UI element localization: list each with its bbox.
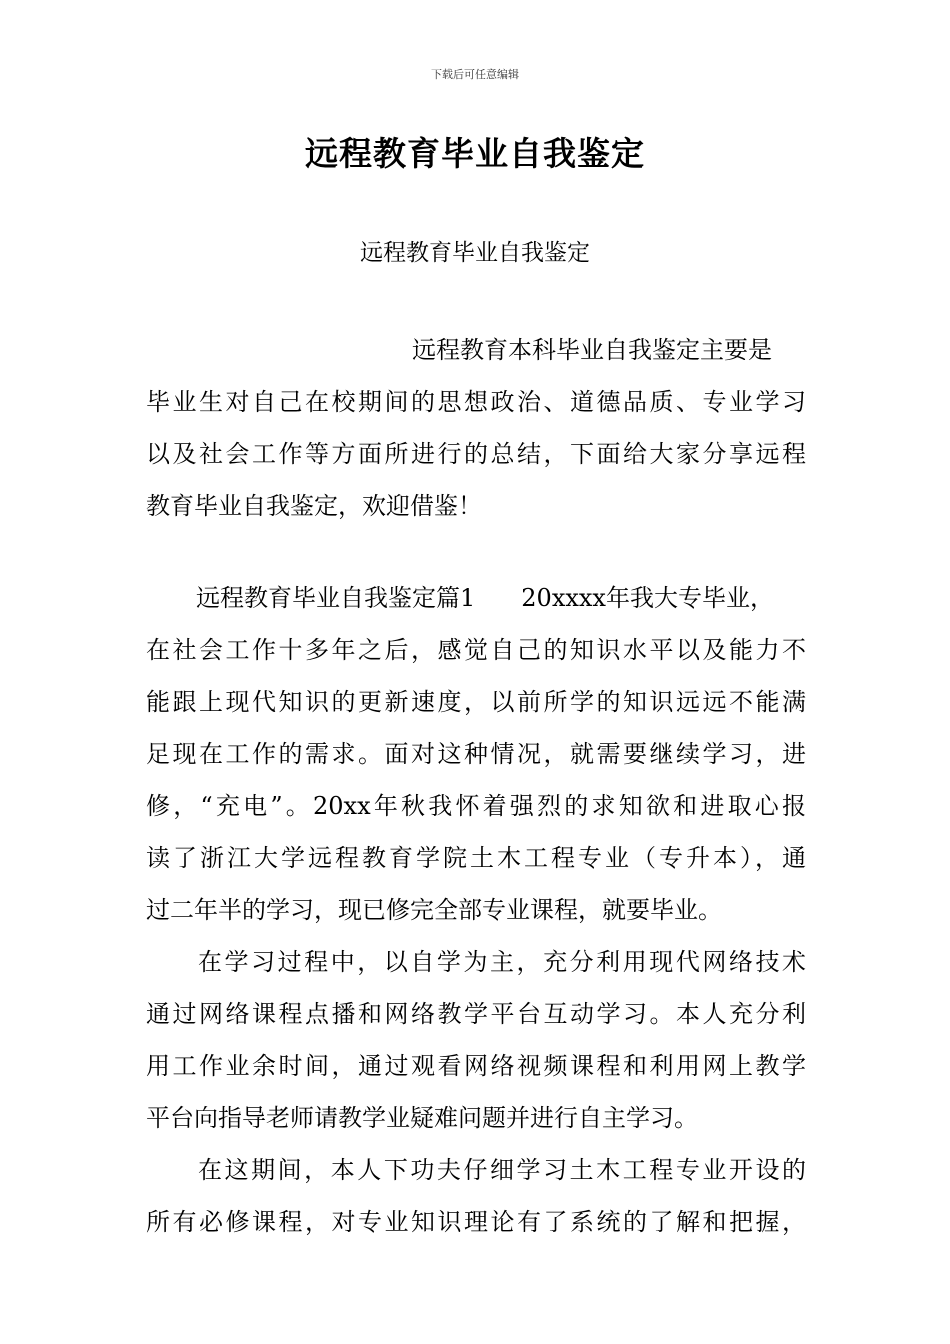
document-subtitle: 远程教育毕业自我鉴定 xyxy=(360,240,590,266)
intro-paragraph xyxy=(146,324,806,532)
page-title: 远程教育毕业自我鉴定 xyxy=(305,134,645,173)
section-1-line: 能跟上现代知识的更新速度，以前所学的知识远远不能满 xyxy=(146,688,806,716)
section-1-heading: 远程教育毕业自我鉴定篇1 xyxy=(196,584,476,612)
paragraph-2-line: 通过网络课程点播和网络教学平台互动学习。本人充分利 xyxy=(146,1000,806,1028)
paragraph-3-line: 所有必修课程，对专业知识理论有了系统的了解和把握， xyxy=(146,1208,806,1236)
paragraph-2 xyxy=(146,936,806,1144)
intro-line: 远程教育本科毕业自我鉴定主要是 xyxy=(412,336,772,364)
section-1-line: 修，“充电”。20xx年秋我怀着强烈的求知欲和进取心报 xyxy=(146,792,806,820)
header-note: 下载后可任意编辑 xyxy=(431,68,519,81)
section-1-paragraph xyxy=(146,572,806,936)
section-1-line: 在社会工作十多年之后，感觉自己的知识水平以及能力不 xyxy=(146,636,806,664)
section-1-line: 过二年半的学习，现已修完全部专业课程，就要毕业。 xyxy=(146,896,722,924)
section-1-first-line-rest: 20xxxx年我大专毕业， xyxy=(521,584,774,612)
intro-line: 以及社会工作等方面所进行的总结，下面给大家分享远程 xyxy=(146,440,806,468)
section-1-line: 读了浙江大学远程教育学院土木工程专业（专升本），通 xyxy=(146,844,806,872)
paragraph-3 xyxy=(146,1144,806,1248)
intro-line: 毕业生对自己在校期间的思想政治、道德品质、专业学习 xyxy=(146,388,806,416)
paragraph-2-line: 用工作业余时间，通过观看网络视频课程和利用网上教学 xyxy=(146,1052,806,1080)
section-1-first-line xyxy=(146,572,806,624)
paragraph-2-line: 在学习过程中，以自学为主，充分利用现代网络技术 xyxy=(198,948,806,976)
section-1-line: 足现在工作的需求。面对这种情况，就需要继续学习，进 xyxy=(146,740,806,768)
paragraph-2-line: 平台向指导老师请教学业疑难问题并进行自主学习。 xyxy=(146,1104,698,1132)
paragraph-3-line: 在这期间，本人下功夫仔细学习土木工程专业开设的 xyxy=(198,1156,806,1184)
intro-line: 教育毕业自我鉴定，欢迎借鉴！ xyxy=(146,492,482,520)
